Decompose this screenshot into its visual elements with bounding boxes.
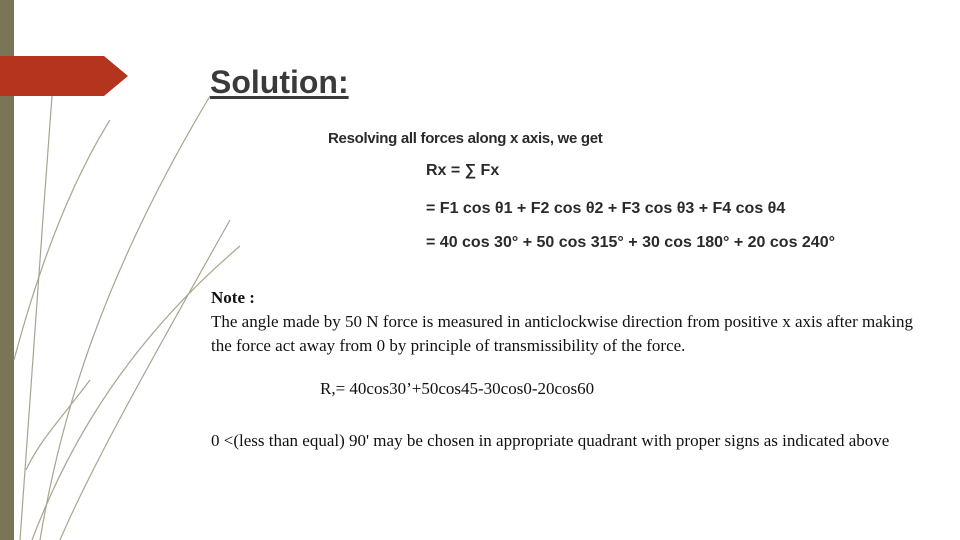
note-block bbox=[211, 286, 931, 358]
note-title: Note : bbox=[211, 288, 255, 307]
equation-intro: Resolving all forces along x axis, we get bbox=[328, 130, 603, 147]
note-body: The angle made by 50 N force is measured in anticlockwise direction from positive x axis after making the force act away from 0 by principle of transmissibility of the force. bbox=[211, 312, 913, 355]
title-accent-arrow bbox=[0, 56, 128, 96]
angle-remark: 0 <(less than equal) 90' may be chosen in appropriate quadrant with proper signs as indicated above bbox=[211, 431, 890, 450]
equation-line-3: = 40 cos 30° + 50 cos 315° + 30 cos 180° + 20 cos 240° bbox=[426, 234, 835, 251]
equation-line-1: Rx = ∑ Fx bbox=[426, 162, 500, 179]
equation-line-2: = F1 cos θ1 + F2 cos θ2 + F3 cos θ3 + F4 cos θ4 bbox=[426, 200, 786, 217]
resultant-formula: R,= 40cos30’+50cos45-30cos0-20cos60 bbox=[320, 379, 595, 398]
slide-title: Solution: bbox=[210, 64, 349, 100]
equation-image bbox=[328, 124, 835, 264]
